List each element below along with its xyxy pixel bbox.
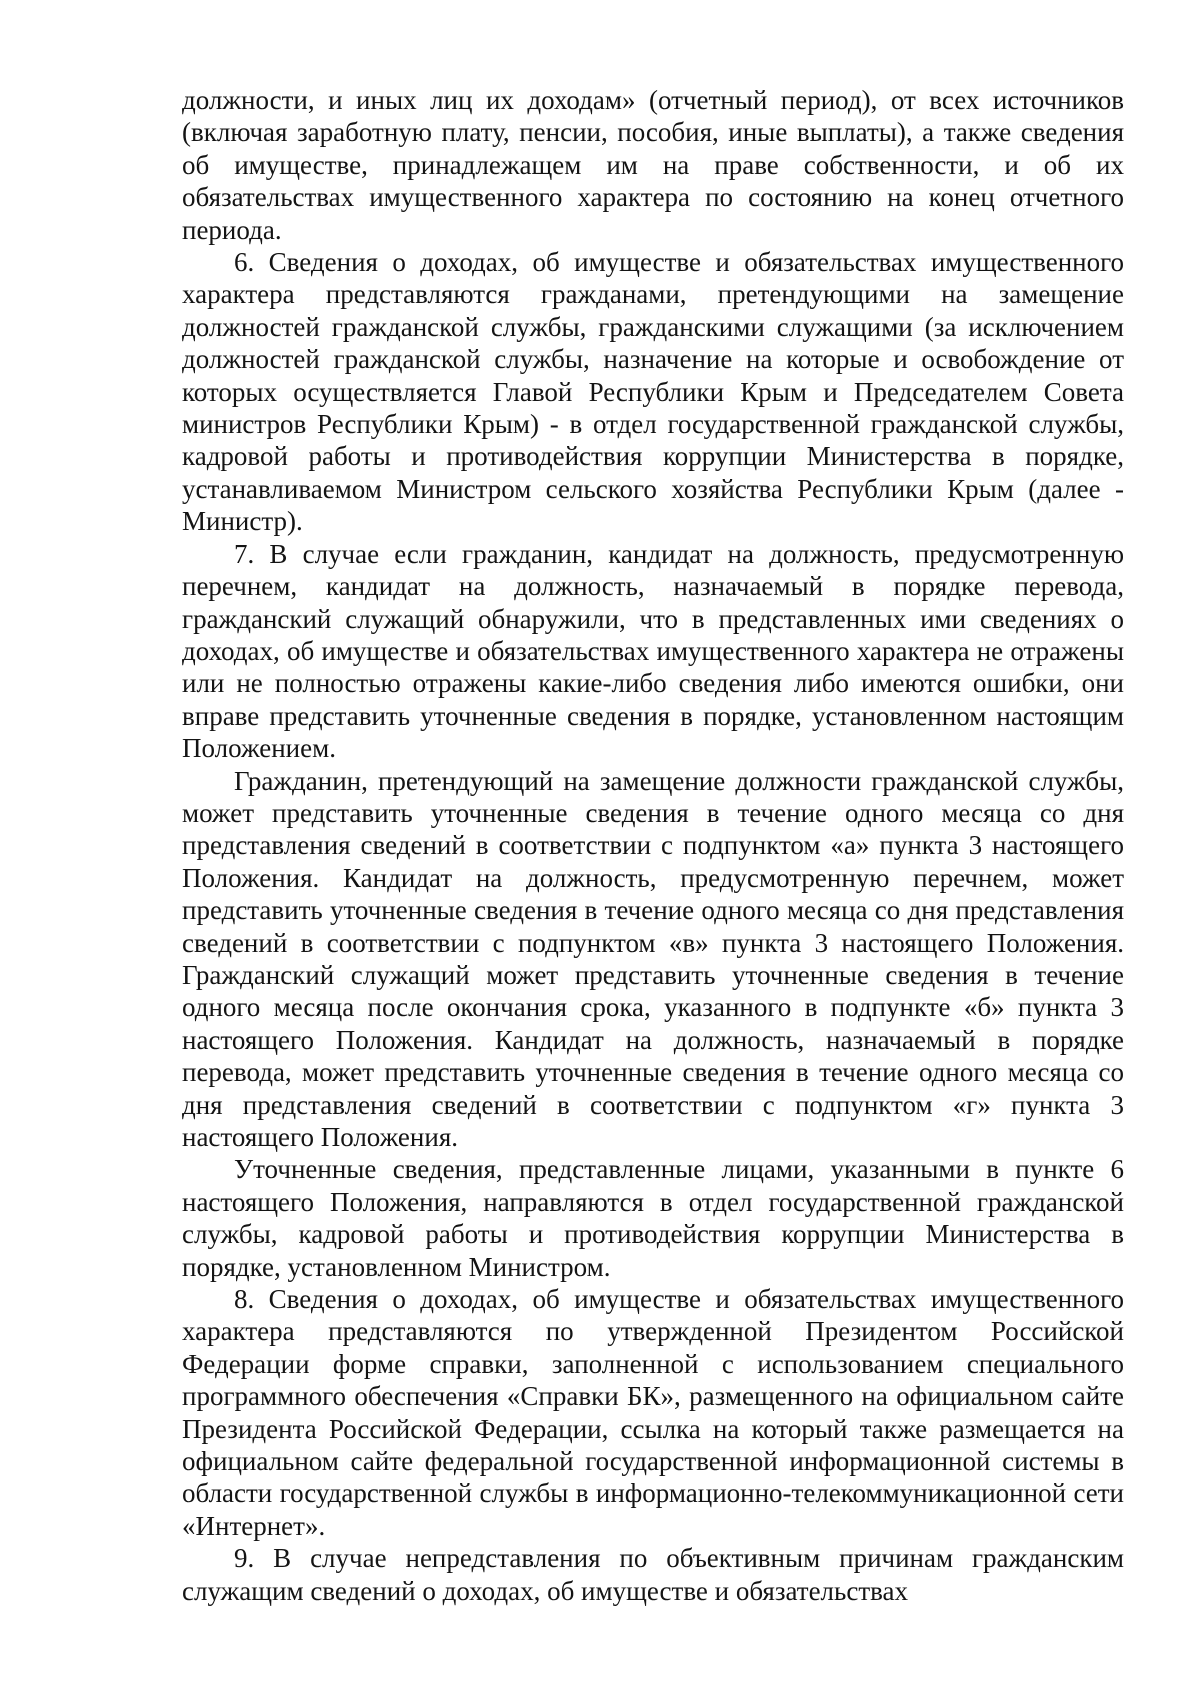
paragraph-continuation: должности, и иных лиц их доходам» (отчетный период), от всех источников (включая заработную плату, пенсии, пособия, иные выплаты), а также сведения об имуществе, принадлежащем им на праве собственности, и об их обязательствах имущественного характера по состоянию на конец отчетного периода. [182,85,1124,245]
paragraph-item-7-updated-info: Уточненные сведения, представленные лицами, указанными в пункте 6 настоящего Положения, направляются в отдел государственной гражданской службы, кадровой работы и противодействия коррупции Министерства в порядке, установленном Министром. [182,1154,1124,1282]
paragraph-item-6: 6. Сведения о доходах, об имуществе и обязательствах имущественного характера представляются гражданами, претендующими на замещение должностей гражданской службы, гражданскими служащими (за исключением должностей гражданской службы, назначение на которые и освобождение от которых осуществляется Главой Республики Крым и Председателем Совета министров Республики Крым) - в отдел государственной гражданской службы, кадровой работы и противодействия коррупции Министерства в порядке, устанавливаемом Министром сельского хозяйства Республики Крым (далее - Министр). [182,247,1124,537]
paragraph-item-8: 8. Сведения о доходах, об имуществе и обязательствах имущественного характера представляются по утвержденной Президентом Российской Федерации форме справки, заполненной с использованием специального программного обеспечения «Справки БК», размещенного на официальном сайте Президента Российской Федерации, ссылка на который также размещается на официальном сайте федеральной государственной информационной системы в области государственной службы в информационно-телекоммуникационной сети «Интернет». [182,1284,1124,1541]
document-body [182,84,1124,1607]
paragraph-item-7-citizen: Гражданин, претендующий на замещение должности гражданской службы, может представить уточненные сведения в течение одного месяца со дня представления сведений в соответствии с подпунктом «а» пункта 3 настоящего Положения. Кандидат на должность, предусмотренную перечнем, может представить уточненные сведения в течение одного месяца со дня представления сведений в соответствии с подпунктом «в» пункта 3 настоящего Положения. Гражданский служащий может представить уточненные сведения в течение одного месяца после окончания срока, указанного в подпункте «б» пункта 3 настоящего Положения. Кандидат на должность, назначаемый в порядке перевода, может представить уточненные сведения в течение одного месяца со дня представления сведений в соответствии с подпунктом «г» пункта 3 настоящего Положения. [182,765,1124,1152]
paragraph-item-7: 7. В случае если гражданин, кандидат на должность, предусмотренную перечнем, кандидат на должность, назначаемый в порядке перевода, гражданский служащий обнаружили, что в представленных ими сведениях о доходах, об имуществе и обязательствах имущественного характера не отражены или не полностью отражены какие-либо сведения либо имеются ошибки, они вправе представить уточненные сведения в порядке, установленном настоящим Положением. [182,538,1124,764]
paragraph-item-9: 9. В случае непредставления по объективным причинам гражданским служащим сведений о доходах, об имуществе и обязательствах [182,1543,1124,1606]
